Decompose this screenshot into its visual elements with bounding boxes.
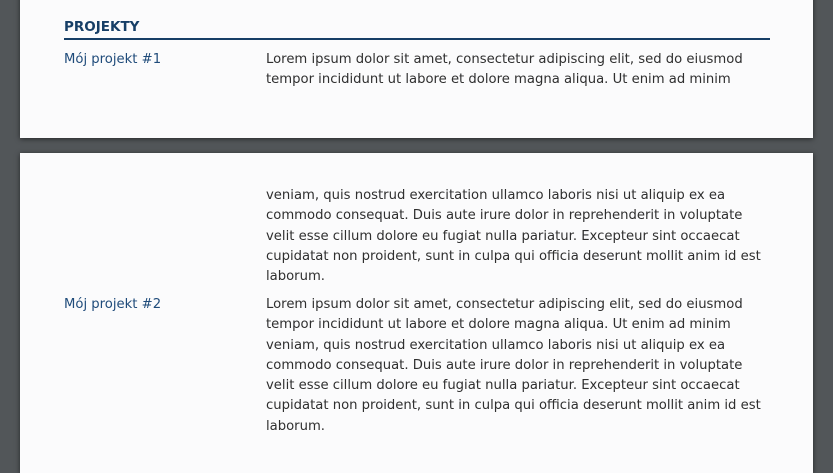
description-line: tempor incididunt ut labore et dolore magna aliqua. Ut enim ad minim [266,72,731,88]
description-line: Lorem ipsum dolor sit amet, consectetur adipiscing elit, sed do eiusmod [266,52,743,67]
description-line: veniam, quis nostrud exercitation ullamco laboris nisi ut aliquip ex ea [266,188,726,203]
document-page-2 [20,153,813,473]
project-1-description-part-2 [266,186,772,287]
description-line: veniam, quis nostrud exercitation ullamco laboris nisi ut aliquip ex ea [266,337,726,353]
project-2-description [266,295,772,437]
description-line: tempor incididunt ut labore et dolore magna aliqua. Ut enim ad minim [266,317,731,333]
project-1-name: Mój projekt #1 [64,52,162,67]
project-2-name: Mój projekt #2 [64,297,162,312]
description-line: commodo consequat. Duis aute irure dolor in reprehenderit in voluptate [266,357,743,373]
description-line: laborum. [266,269,326,285]
description-line: commodo consequat. Duis aute irure dolor in reprehenderit in voluptate [266,208,743,224]
description-line: cupidatat non proident, sunt in culpa qui officia deserunt mollit anim id est [266,248,761,264]
description-line: Lorem ipsum dolor sit amet, consectetur adipiscing elit, sed do eiusmod [266,297,743,312]
description-line: velit esse cillum dolore eu fugiat nulla pariatur. Excepteur sint occaecat [266,228,740,244]
description-line: cupidatat non proident, sunt in culpa qui officia deserunt mollit anim id est [266,398,761,414]
project-1-description-part-1 [266,50,772,91]
description-line: laborum. [266,418,326,434]
description-line: velit esse cillum dolore eu fugiat nulla pariatur. Excepteur sint occaecat [266,378,740,394]
section-divider [64,38,770,40]
document-page-1 [20,0,813,138]
section-title: PROJEKTY [64,19,140,35]
